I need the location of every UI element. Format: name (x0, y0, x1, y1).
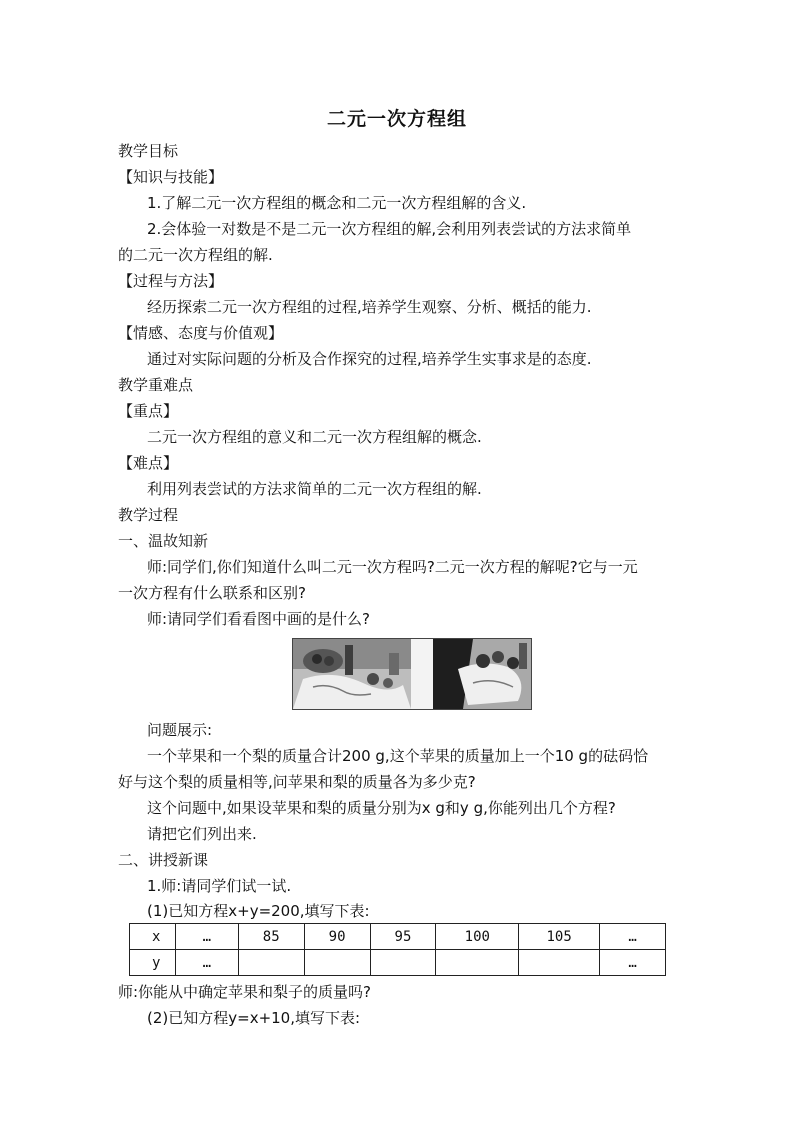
table-cell: 90 (304, 924, 370, 950)
question-after-table: 师:你能从中确定苹果和梨子的质量吗? (118, 983, 372, 1001)
table-cell: … (175, 950, 238, 976)
knowledge-item-1: 1.了解二元一次方程组的概念和二元一次方程组解的含义. (147, 194, 527, 212)
table-cell: 85 (238, 924, 304, 950)
problem-line-1a: 一个苹果和一个梨的质量合计200 g,这个苹果的质量加上一个10 g的砝码恰 (147, 747, 649, 765)
table-row-x (130, 924, 666, 950)
table-cell: 95 (370, 924, 436, 950)
new-lesson-subitem-1: (1)已知方程x+y=200,填写下表: (147, 902, 370, 920)
heading-process-method: 【过程与方法】 (118, 272, 224, 290)
new-lesson-subitem-2: (2)已知方程y=x+10,填写下表: (147, 1009, 361, 1027)
table-row-y (130, 950, 666, 976)
difficulty-text: 利用列表尝试的方法求简单的二元一次方程组的解. (147, 480, 482, 498)
knowledge-item-2b: 的二元一次方程组的解. (118, 246, 273, 264)
table-cell: … (175, 924, 238, 950)
table-cell-blank[interactable] (370, 950, 436, 976)
heading-knowledge: 【知识与技能】 (118, 168, 224, 186)
section-keypoints: 教学重难点 (118, 376, 194, 394)
table-cell: … (600, 924, 666, 950)
table-cell: … (600, 950, 666, 976)
emotion-text: 通过对实际问题的分析及合作探究的过程,培养学生实事求是的态度. (147, 350, 592, 368)
table-cell-blank[interactable] (436, 950, 519, 976)
table-cell: y (130, 950, 176, 976)
left-painting (293, 639, 411, 709)
knowledge-item-2a: 2.会体验一对数是不是二元一次方程组的解,会利用列表尝试的方法求简单 (147, 220, 632, 238)
heading-new-lesson: 二、讲授新课 (118, 851, 209, 869)
section-teaching-process: 教学过程 (118, 506, 179, 524)
new-lesson-item-1: 1.师:请同学们试一试. (147, 877, 292, 895)
review-line-2: 师:请同学们看看图中画的是什么? (147, 610, 371, 628)
section-objectives: 教学目标 (118, 142, 179, 160)
review-line-1b: 一次方程有什么联系和区别? (118, 584, 306, 602)
problem-heading: 问题展示: (147, 721, 213, 739)
problem-line-2: 这个问题中,如果设苹果和梨的质量分别为x g和y g,你能列出几个方程? (147, 799, 616, 817)
problem-line-3: 请把它们列出来. (147, 825, 257, 843)
table-cell-blank[interactable] (304, 950, 370, 976)
still-life-image (293, 639, 531, 709)
problem-line-1b: 好与这个梨的质量相等,问苹果和梨的质量各为多少克? (118, 773, 476, 791)
table-cell: 100 (436, 924, 519, 950)
fill-in-table-1 (129, 923, 666, 976)
page-title: 二元一次方程组 (326, 108, 467, 130)
right-painting (433, 639, 531, 709)
table-cell-blank[interactable] (519, 950, 600, 976)
table-cell-blank[interactable] (238, 950, 304, 976)
focus-text: 二元一次方程组的意义和二元一次方程组解的概念. (147, 428, 482, 446)
heading-review: 一、温故知新 (118, 532, 209, 550)
heading-difficulty: 【难点】 (118, 454, 179, 472)
heading-focus: 【重点】 (118, 402, 179, 420)
review-line-1a: 师:同学们,你们知道什么叫二元一次方程吗?二元一次方程的解呢?它与一元 (147, 558, 638, 576)
table-cell: x (130, 924, 176, 950)
table-cell: 105 (519, 924, 600, 950)
still-life-illustration (292, 638, 532, 710)
process-text: 经历探索二元一次方程组的过程,培养学生观察、分析、概括的能力. (147, 298, 592, 316)
heading-emotion: 【情感、态度与价值观】 (118, 324, 284, 342)
